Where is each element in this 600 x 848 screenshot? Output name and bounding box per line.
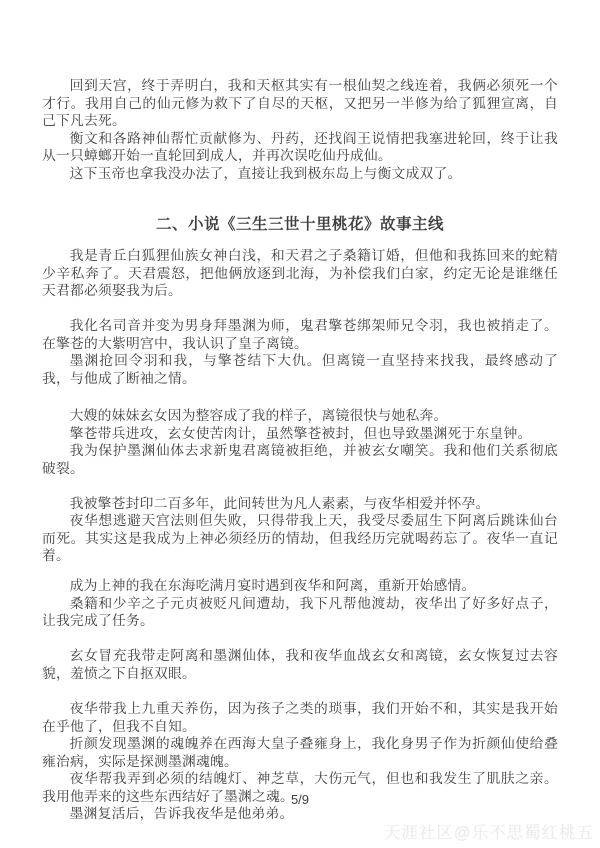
paragraph: 回到天宫，终于弄明白，我和天枢其实有一根仙契之线连着，我俩必须死一个才行。我用自己的仙元修为救下了自尽的天枢，又把另一半修为给了狐狸宣离，自己下凡去死。	[42, 78, 558, 128]
paragraph: 我化名司音并变为男身拜墨渊为师，鬼君擎苍绑架师兄令羽，我也被捎走了。在擎苍的大紫明宫中，我认识了皇子离镜。	[42, 318, 558, 351]
paragraph: 我为保护墨渊仙体去求新鬼君离镜被拒绝，并被玄女嘲笑。我和他们关系彻底破裂。	[42, 443, 558, 476]
paragraph: 墨渊抢回令羽和我，与擎苍结下大仇。但离镜一直坚持来找我，最终感动了我，与他成了断袖之情。	[42, 353, 558, 386]
paragraph: 夜华带我上九重天养伤，因为孩子之类的琐事，我们开始不和，其实是我开始在乎他了，但我不自知。	[42, 701, 558, 734]
paragraph: 擎苍带兵进攻，玄女使苦肉计，虽然擎苍被封，但也导致墨渊死于东皇钟。	[69, 425, 532, 441]
paragraph: 折颜发现墨渊的魂魄养在西海大皇子叠雍身上，我化身男子作为折颜仙使给叠雍治病，实际是探测墨渊魂魄。	[42, 736, 558, 769]
paragraph: 玄女冒充我带走阿离和墨渊仙体，我和夜华血战玄女和离镜，玄女恢复过去容貌，羞愤之下自抠双眼。	[42, 648, 558, 681]
paragraph: 墨渊复活后，告诉我夜华是他弟弟。	[69, 806, 294, 821]
section-heading: 二、小说《三生三世十里桃花》故事主线	[155, 216, 444, 233]
paragraph: 成为上神的我在东海吃满月宴时遇到夜华和阿离，重新开始感情。	[69, 578, 476, 593]
paragraph: 桑籍和少辛之子元贞被贬凡间遭劫，我下凡帮他渡劫，夜华出了好多好点子，让我完成了任务。	[42, 595, 558, 628]
paragraph: 这下玉帝也拿我没办法了，直接让我到极东岛上与衡文成双了。	[69, 165, 462, 181]
paragraph: 夜华帮我弄到必须的结魄灯、神芝草，大伤元气，但也和我发生了肌肤之亲。我用他弄来的这些东西结好了墨渊之魂。	[42, 771, 558, 804]
paragraph: 大嫂的妹妹玄女因为整容成了我的样子，离镜很快与她私奔。	[69, 408, 448, 423]
paragraph: 我是青丘白狐狸仙族女神白浅，和天君之子桑籍订婚，但他和我拣回来的蛇精少辛私奔了。天君震怒，把他俩放逐到北海，为补偿我们白家，约定无论是谁继任天君都必须娶我为后。	[42, 248, 558, 298]
paragraph: 我被擎苍封印二百多年，此间转世为凡人素素，与夜华相爱并怀孕。	[69, 495, 490, 511]
page-number: 5/9	[290, 792, 310, 807]
paragraph: 衡文和各路神仙帮忙贡献修为、丹药，还找阎王说情把我塞进轮回，终于让我从一只蟑螂开始一直轮回到成人，并再次误吃仙丹成仙。	[42, 130, 558, 163]
paragraph: 夜华想逃避天宫法则但失败，只得带我上天，我受尽委屈生下阿离后跳诛仙台而死。其实这是我成为上神必须经历的情劫，但我经历完就喝药忘了。夜华一直记着。	[42, 513, 558, 563]
watermark: 天涯社区@乐不思蜀红桃五	[383, 824, 594, 842]
